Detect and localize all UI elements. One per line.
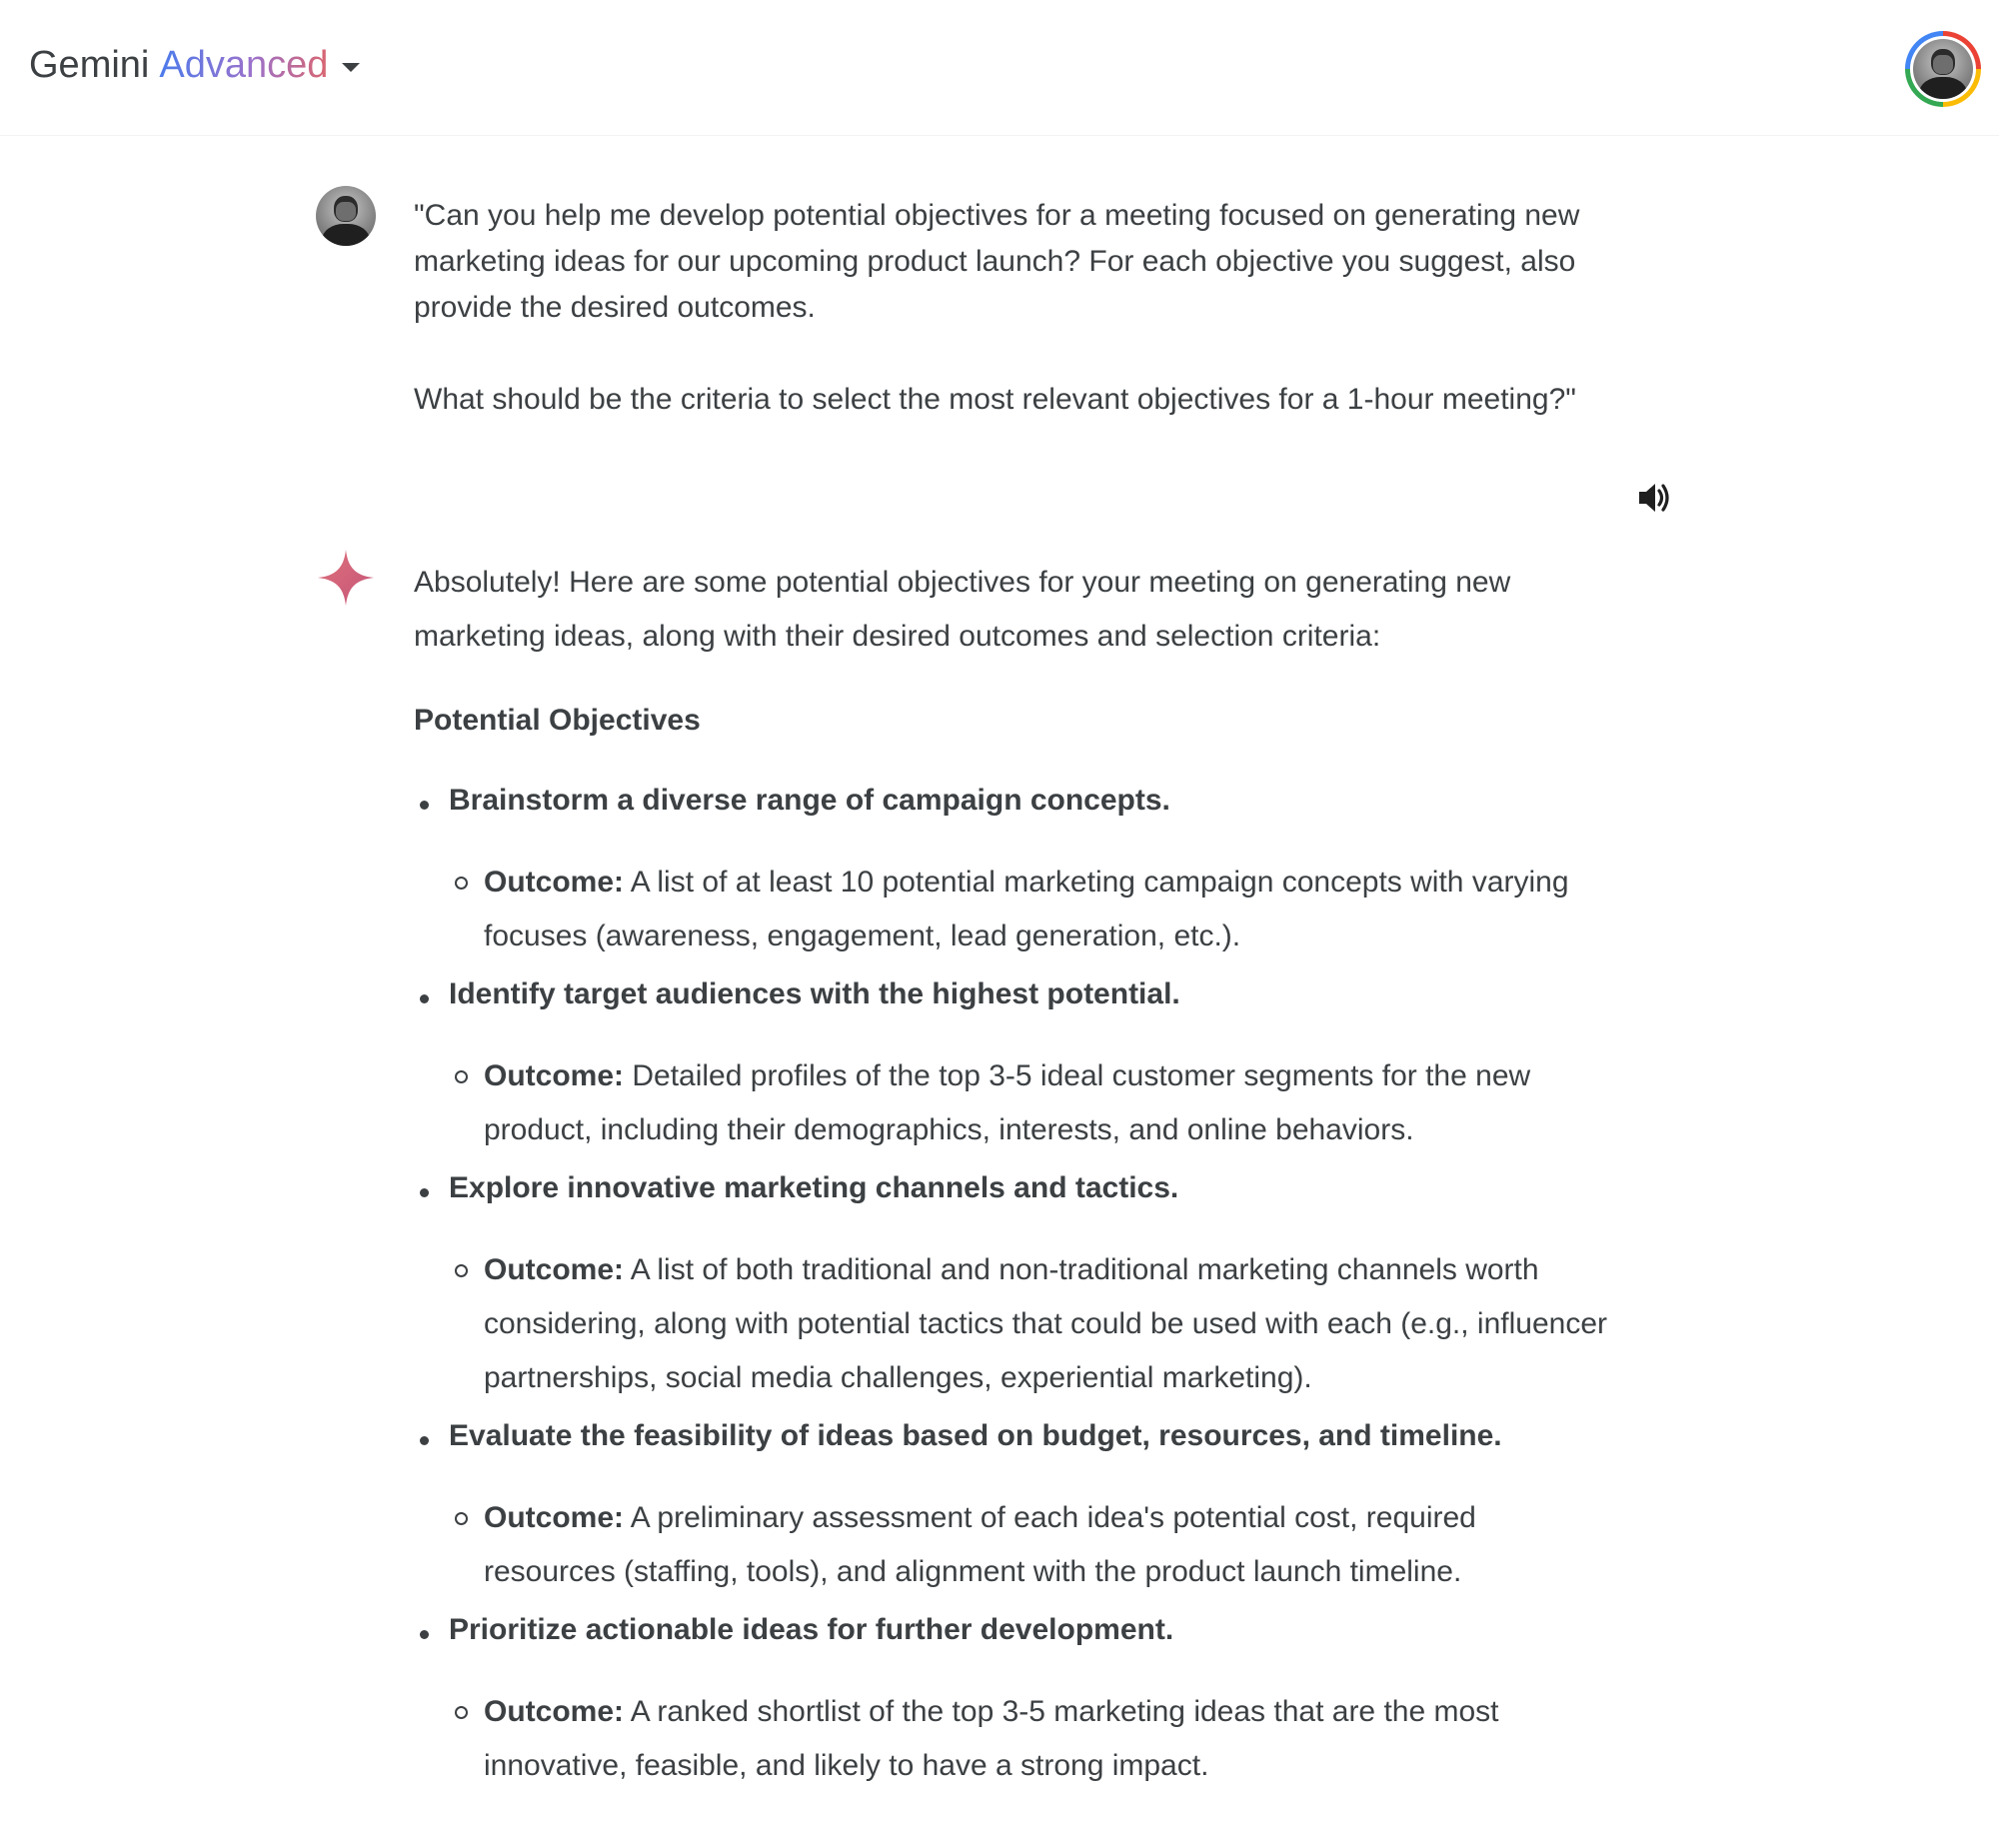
brand-tier: Advanced	[159, 44, 329, 86]
outcome-item	[449, 1049, 1613, 1157]
outcome-item	[449, 1685, 1613, 1793]
outcome-label: Outcome:	[484, 1501, 625, 1534]
outcome-text: A preliminary assessment of each idea's potential cost, required resources (staffing, tools), and alignment with the product launch timeline.	[484, 1501, 1476, 1588]
objective-title: Prioritize actionable ideas for further development.	[449, 1613, 1174, 1646]
outcome-text: A list of at least 10 potential marketing campaign concepts with varying focuses (awareness, engagement, lead generation, etc.).	[484, 866, 1569, 952]
user-prompt-paragraph: What should be the criteria to select the most relevant objectives for a 1-hour meeting?"	[414, 383, 1576, 416]
user-prompt	[414, 193, 1663, 423]
outcome-label: Outcome:	[484, 1253, 625, 1286]
outcome-item	[449, 856, 1613, 963]
list-item	[414, 1413, 1613, 1599]
brand-name: Gemini	[29, 44, 150, 86]
objective-title: Explore innovative marketing channels and tactics.	[449, 1171, 1179, 1204]
objective-title: Brainstorm a diverse range of campaign concepts.	[449, 784, 1170, 817]
list-item	[414, 1607, 1613, 1793]
outcome-item	[449, 1491, 1613, 1599]
outcome-text: Detailed profiles of the top 3-5 ideal customer segments for the new product, including their demographics, interests, and online behaviors.	[484, 1059, 1531, 1146]
outcome-label: Outcome:	[484, 1059, 625, 1092]
gemini-spark-icon	[316, 548, 376, 608]
response-intro: Absolutely! Here are some potential objectives for your meeting on generating new marketing ideas, along with their desired outcomes and selection criteria:	[414, 566, 1511, 653]
outcome-item	[449, 1243, 1613, 1405]
model-response	[414, 556, 1613, 1793]
chevron-down-icon	[342, 63, 360, 72]
outcome-label: Outcome:	[484, 866, 625, 899]
outcome-label: Outcome:	[484, 1695, 625, 1728]
objectives-list	[414, 778, 1613, 1793]
speaker-icon[interactable]	[1634, 478, 1674, 518]
user-avatar	[316, 186, 376, 246]
profile-photo-icon	[1913, 39, 1973, 99]
objective-title: Identify target audiences with the highest potential.	[449, 977, 1180, 1010]
outcome-text: A list of both traditional and non-traditional marketing channels worth considering, along with potential tactics that could be used with each (e.g., influencer partnerships, social media challenges, experiential marketing).	[484, 1253, 1608, 1394]
section-heading: Potential Objectives	[414, 704, 701, 737]
objective-title: Evaluate the feasibility of ideas based on budget, resources, and timeline.	[449, 1419, 1502, 1452]
outcome-text: A ranked shortlist of the top 3-5 marketing ideas that are the most innovative, feasible, and likely to have a strong impact.	[484, 1695, 1499, 1782]
account-avatar[interactable]	[1905, 31, 1981, 107]
model-selector[interactable]	[29, 44, 360, 87]
list-item	[414, 778, 1613, 963]
profile-photo-icon	[316, 186, 376, 246]
list-item	[414, 1165, 1613, 1405]
list-item	[414, 971, 1613, 1157]
user-prompt-paragraph: "Can you help me develop potential objectives for a meeting focused on generating new marketing ideas for our upcoming product launch? For each objective you suggest, also provide the desired outcomes.	[414, 199, 1580, 324]
top-bar	[0, 0, 1999, 136]
